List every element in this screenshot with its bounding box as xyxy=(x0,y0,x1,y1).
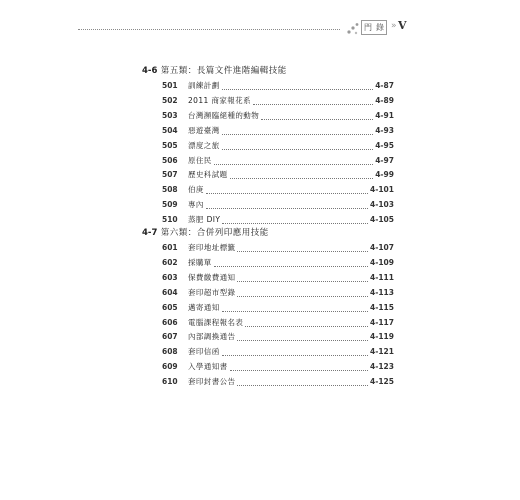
entry-title: 惡遊臺灣 xyxy=(188,125,220,135)
section-tag-left: 門 xyxy=(364,23,372,32)
entry-page: 4-115 xyxy=(370,302,394,312)
toc-entry[interactable] xyxy=(162,257,394,269)
entry-code: 502 xyxy=(162,95,178,105)
entry-page: 4-123 xyxy=(370,362,394,372)
entry-page: 4-97 xyxy=(375,155,394,165)
dot-leader xyxy=(214,266,368,267)
section-tag-right: 錄 xyxy=(376,23,384,32)
entry-title: 歷史科試題 xyxy=(188,170,228,180)
header-separator: » xyxy=(391,21,397,31)
entry-title: 套印封書公告 xyxy=(188,377,236,387)
dot-leader xyxy=(222,89,374,90)
entry-code: 507 xyxy=(162,170,178,180)
dot-leader xyxy=(261,119,373,120)
toc-entry[interactable] xyxy=(162,184,394,196)
entry-title: 訓練計劃 xyxy=(188,81,220,90)
entry-title: 伯庚 xyxy=(188,185,204,195)
entry-page: 4-109 xyxy=(370,257,394,267)
toc-entry[interactable] xyxy=(162,331,394,343)
toc-entry[interactable] xyxy=(162,317,394,329)
entry-title: 套印超市型錄 xyxy=(188,287,236,297)
page-number: V xyxy=(398,19,407,32)
toc-entry[interactable] xyxy=(162,110,394,122)
toc-entry[interactable] xyxy=(162,169,394,181)
entry-title: 保費繳費通知 xyxy=(188,272,236,282)
entry-page: 4-111 xyxy=(370,272,394,282)
entry-code: 510 xyxy=(162,215,178,225)
entry-title: 電腦課程報名表 xyxy=(188,317,244,327)
entry-code: 610 xyxy=(162,377,178,387)
entry-title: 邁寄通知 xyxy=(188,302,220,312)
section-title: 第五類：長篇文件進階編輯技能 xyxy=(160,66,287,76)
entry-page: 4-117 xyxy=(370,317,394,327)
dot-leader xyxy=(237,385,368,386)
entry-page: 4-87 xyxy=(375,81,394,90)
dot-leader xyxy=(222,355,368,356)
toc-entry[interactable] xyxy=(162,199,394,211)
dot-leader xyxy=(222,134,374,135)
entry-code: 501 xyxy=(162,81,178,90)
dot-leader xyxy=(222,149,374,150)
entry-page: 4-99 xyxy=(375,170,394,180)
dot-leader xyxy=(237,296,368,297)
entry-title: 套印地址標籤 xyxy=(188,243,236,252)
entry-code: 603 xyxy=(162,272,178,282)
entry-page: 4-91 xyxy=(375,110,394,120)
dot-leader xyxy=(214,164,374,165)
entry-page: 4-89 xyxy=(375,95,394,105)
entry-page: 4-121 xyxy=(370,347,394,357)
dot-leader xyxy=(230,178,374,179)
entry-page: 4-125 xyxy=(370,377,394,387)
entry-title: 專內 xyxy=(188,200,204,210)
entry-page: 4-119 xyxy=(370,332,394,342)
entry-code: 604 xyxy=(162,287,178,297)
toc-entry[interactable] xyxy=(162,302,394,314)
toc-entry[interactable] xyxy=(162,272,394,284)
section-number: 4-6 xyxy=(142,66,158,76)
entry-title: 內部調換通告 xyxy=(188,332,236,342)
entry-title: 套印信函 xyxy=(188,347,220,357)
toc-entry[interactable] xyxy=(162,95,394,107)
entry-title: 台灣瀕臨絕種的動物 xyxy=(188,110,260,120)
entry-title: 入學通知書 xyxy=(188,362,228,372)
entry-title: 蒸肥 DIY xyxy=(188,215,221,225)
dot-leader xyxy=(253,104,373,105)
dot-leader xyxy=(237,251,368,252)
section-heading xyxy=(142,226,269,238)
toc-entry[interactable] xyxy=(162,346,394,358)
entry-code: 608 xyxy=(162,347,178,357)
dot-leader xyxy=(222,223,368,224)
dot-leader xyxy=(230,370,369,371)
entry-code: 601 xyxy=(162,243,178,252)
entry-code: 602 xyxy=(162,257,178,267)
entry-code: 609 xyxy=(162,362,178,372)
dot-leader xyxy=(222,311,368,312)
entry-page: 4-105 xyxy=(370,215,394,225)
entry-page: 4-107 xyxy=(370,243,394,252)
toc-entry[interactable] xyxy=(162,140,394,152)
toc-entry[interactable] xyxy=(162,155,394,167)
dot-leader xyxy=(206,193,368,194)
entry-page: 4-95 xyxy=(375,140,394,150)
entry-page: 4-101 xyxy=(370,185,394,195)
entry-code: 504 xyxy=(162,125,178,135)
toc-entry[interactable] xyxy=(162,80,394,92)
entry-code: 508 xyxy=(162,185,178,195)
entry-title: 2011 商家報花系 xyxy=(188,95,251,105)
section-number: 4-7 xyxy=(142,228,158,238)
entry-code: 509 xyxy=(162,200,178,210)
entry-title: 採購單 xyxy=(188,257,212,267)
entry-code: 505 xyxy=(162,140,178,150)
dot-leader xyxy=(206,208,368,209)
entry-title: 原住民 xyxy=(188,155,212,165)
entry-code: 503 xyxy=(162,110,178,120)
dot-leader xyxy=(237,281,368,282)
toc-entry[interactable] xyxy=(162,125,394,137)
toc-entry[interactable] xyxy=(162,376,394,388)
entry-title: 漂度之旅 xyxy=(188,140,220,150)
entry-code: 607 xyxy=(162,332,178,342)
entry-code: 605 xyxy=(162,302,178,312)
entry-page: 4-113 xyxy=(370,287,394,297)
dot-leader xyxy=(237,340,368,341)
toc-entry[interactable] xyxy=(162,214,394,226)
entry-page: 4-103 xyxy=(370,200,394,210)
dot-leader xyxy=(245,326,368,327)
entry-code: 606 xyxy=(162,317,178,327)
toc-entry[interactable] xyxy=(162,361,394,373)
section-title: 第六類：合併列印應用技能 xyxy=(160,228,269,238)
toc-entry[interactable] xyxy=(162,242,394,254)
entry-code: 506 xyxy=(162,155,178,165)
entry-page: 4-93 xyxy=(375,125,394,135)
section-heading xyxy=(142,64,287,76)
toc-entry[interactable] xyxy=(162,287,394,299)
